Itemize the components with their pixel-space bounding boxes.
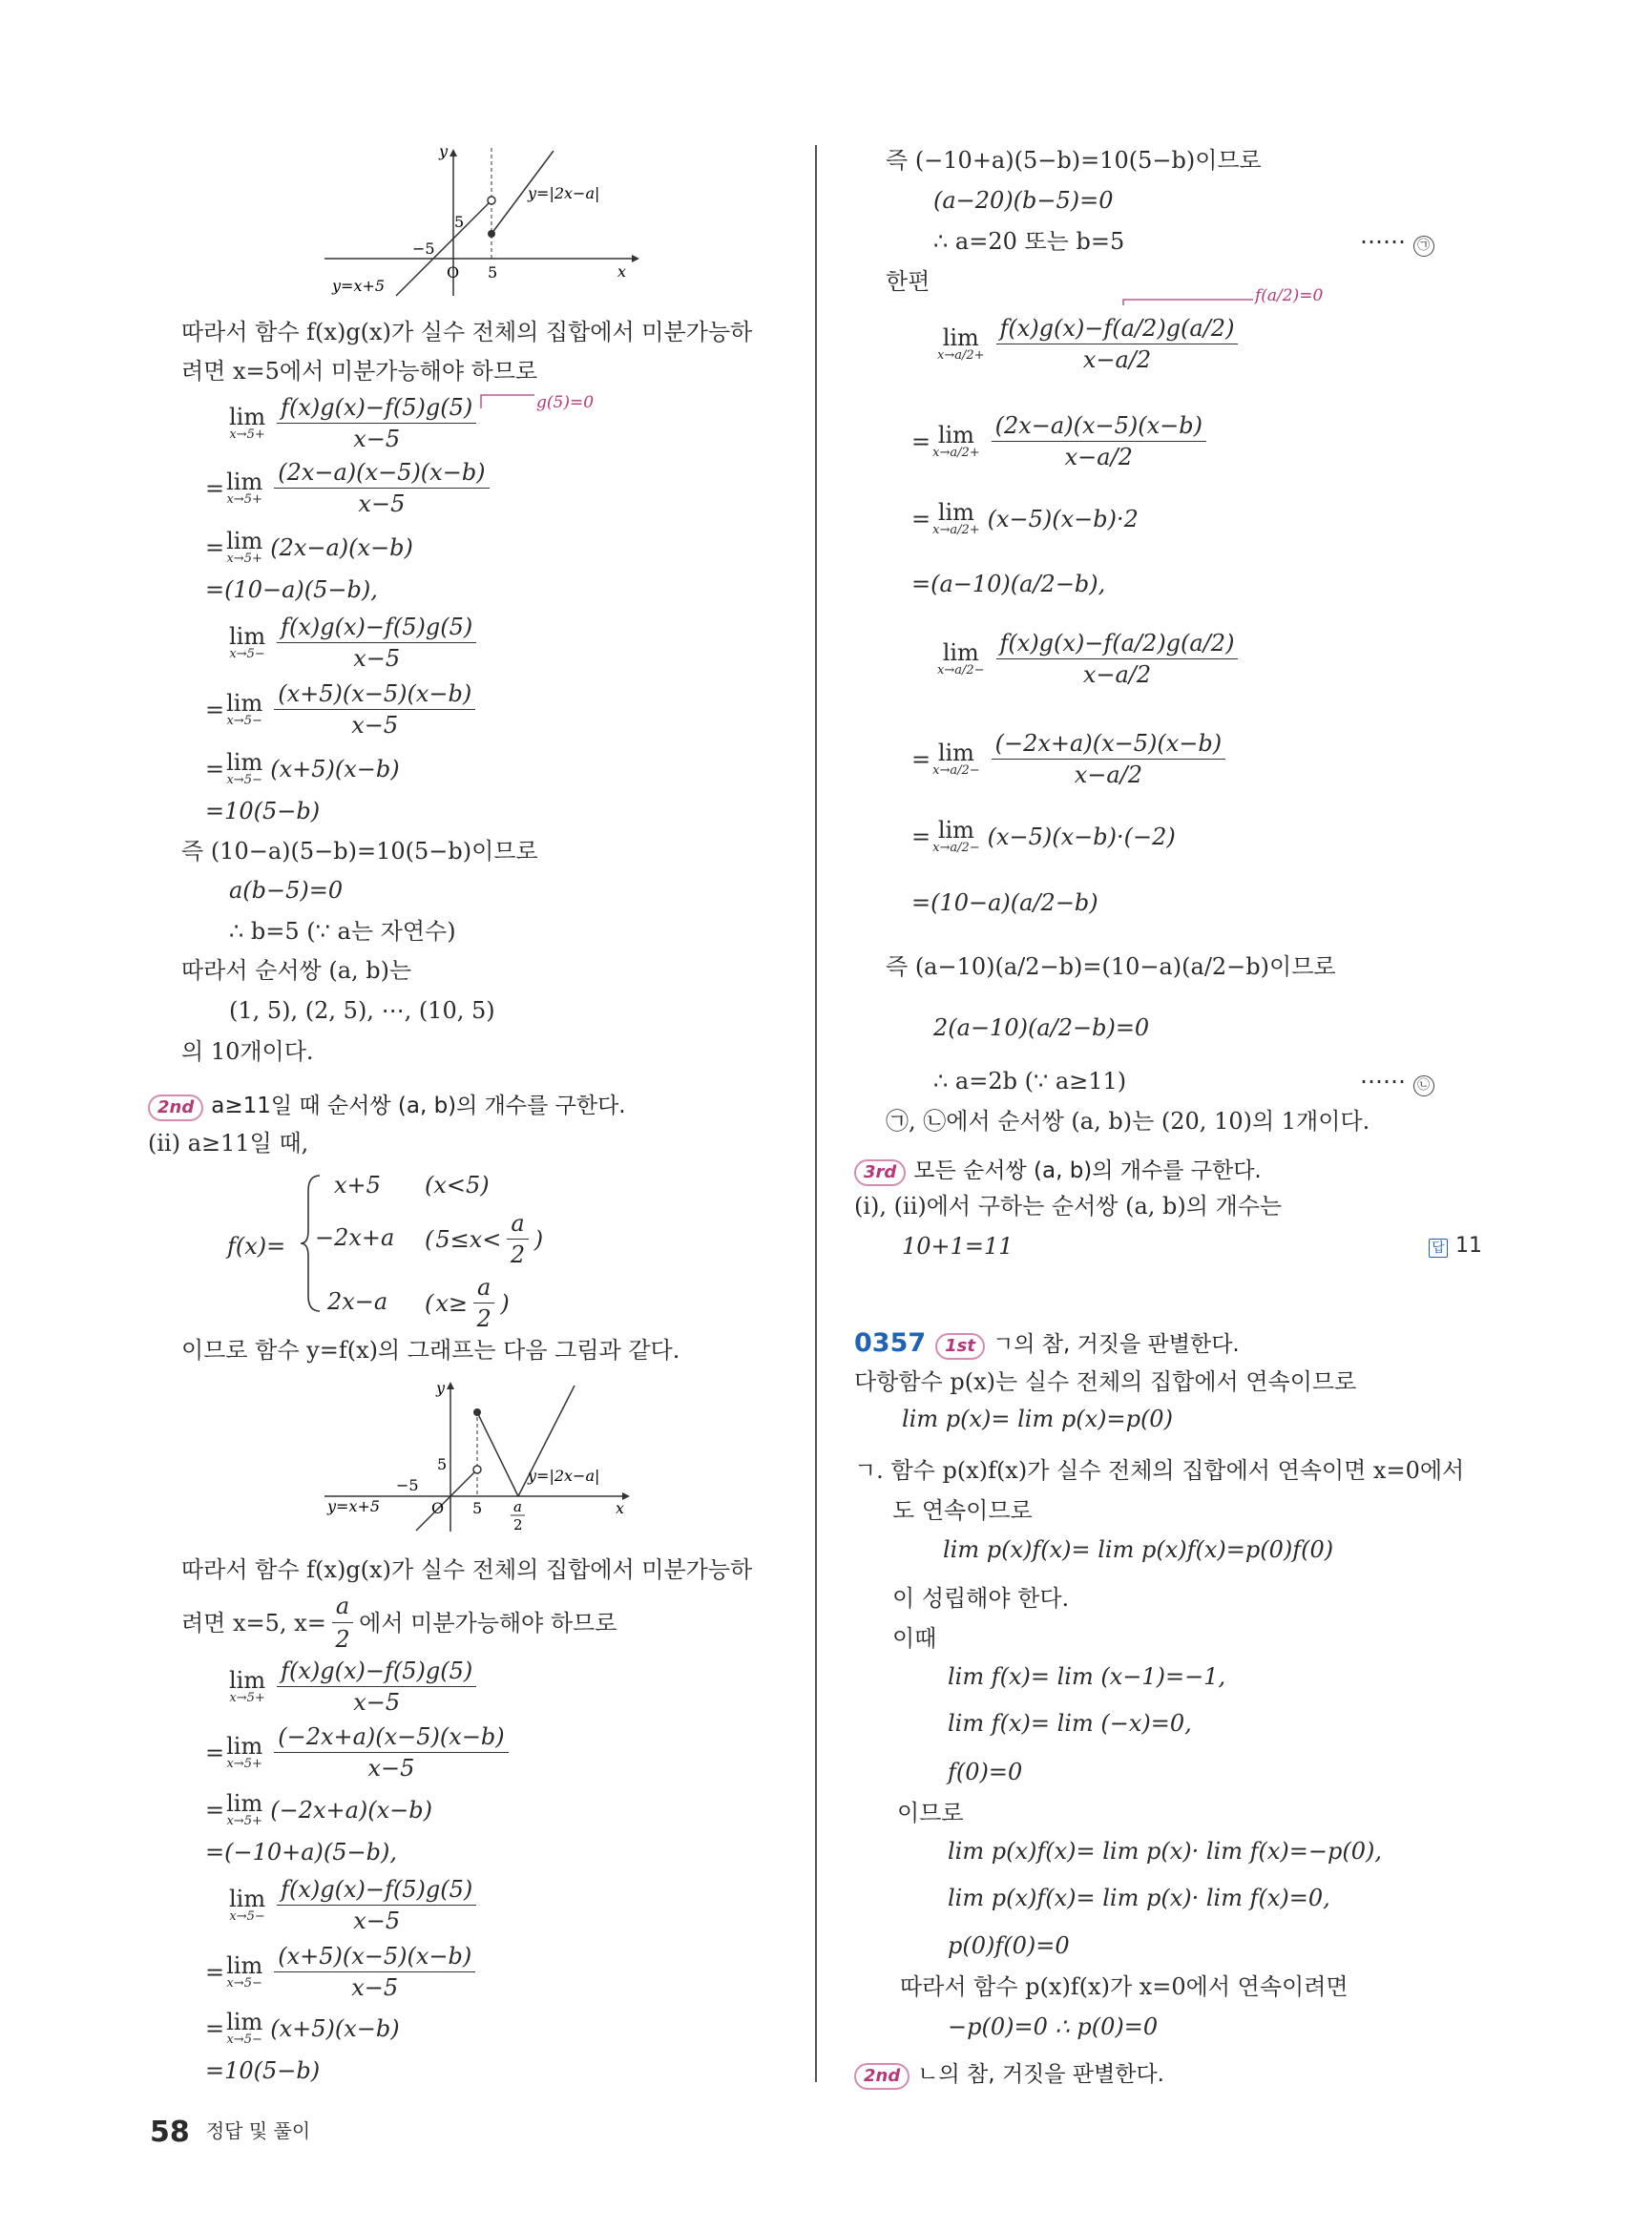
- step3-badge: 3rd: [854, 1159, 906, 1186]
- expr-m5: lim x→5− $\frac{f(x)g(x)-f(5)g(5)}{x-5}$: [229, 1876, 480, 1934]
- expr-lim2: = lim x→5+ $\frac{(2x-a)(x-5)(x-b)}{x-5}$: [205, 459, 493, 517]
- expr-n9: 즉 (a−10)(a/2−b)=(10−a)(a/2−b)이므로: [886, 953, 1336, 980]
- graph1-origin: O: [447, 263, 460, 281]
- graph2-origin: O: [431, 1499, 445, 1517]
- para-1: 따라서 함수 f(x)g(x)가 실수 전체의 집합에서 미분가능하: [181, 319, 753, 345]
- footer-label: 정답 및 풀이: [205, 2119, 311, 2142]
- q-15: 따라서 함수 p(x)f(x)가 x=0에서 연속이려면: [900, 1973, 1349, 2000]
- q-10: f(0)=0: [948, 1759, 1023, 1785]
- expr-lim6: = lim x→5− $\frac{(x+5)(x-5)(x-b)}{x-5}$: [205, 680, 479, 739]
- answer: 답 11: [1429, 1234, 1482, 1258]
- text-n13: (i), (ii)에서 구하는 순서쌍 (a, b)의 개수는: [854, 1193, 1283, 1220]
- expr-m3: = lim x→5+ (−2x+a)(x−b): [205, 1790, 433, 1828]
- text-l14: 의 10개이다.: [181, 1038, 314, 1065]
- footer: [150, 2116, 310, 2149]
- graph1-5y: 5: [454, 213, 465, 231]
- expr-lim1: lim x→5+ $\frac{f(x)g(x)-f(5)g(5)}{x-5}$: [229, 394, 480, 452]
- expr-m2: = lim x→5+ $\frac{(-2x+a)(x-5)(x-b)}{x-5}$: [205, 1723, 512, 1782]
- q-16: −p(0)=0 ∴ p(0)=0: [948, 2013, 1159, 2040]
- graph1-x-label: x: [617, 262, 627, 281]
- step2-badge: 2nd: [148, 1095, 203, 1121]
- step3-header: 3rd 모든 순서쌍 (a, b)의 개수를 구한다.: [854, 1153, 1262, 1186]
- graph1-y-label: y: [439, 143, 449, 160]
- graph2-5x: 5: [472, 1499, 483, 1517]
- r-3: ∴ a=20 또는 b=5: [933, 228, 1125, 255]
- q-14: p(0)f(0)=0: [948, 1932, 1070, 1959]
- expr-n6: = lim x→a/2− $\frac{(-2x+a)(x-5)(x-b)}{x-a/2}$: [911, 730, 1229, 788]
- para-5: 려면 x=5, x= $\frac{a}{2}$ 에서 미분가능해야 하므로: [181, 1593, 617, 1653]
- expr-lim5: lim x→5− $\frac{f(x)g(x)-f(5)g(5)}{x-5}$: [229, 614, 480, 672]
- graph2-line2-label: y=|2x−a|: [528, 1467, 600, 1485]
- expr-m8: =10(5−b): [205, 2057, 321, 2084]
- text-l12: 따라서 순서쌍 (a, b)는: [181, 957, 412, 984]
- q-6: 이 성립해야 한다.: [892, 1585, 1070, 1612]
- graph1-m5: −5: [412, 240, 435, 258]
- r-4: 한편: [886, 268, 931, 295]
- para-4: 따라서 함수 f(x)g(x)가 실수 전체의 집합에서 미분가능하: [181, 1556, 753, 1583]
- expr-l8: =10(5−b): [205, 798, 321, 824]
- problem-header: 0357 1st ㄱ의 참, 거짓을 판별한다.: [854, 1328, 1240, 1358]
- q-13: lim p(x)f(x)= lim p(x)· lim f(x)=0,: [948, 1885, 1330, 1911]
- expr-m7: = lim x→5− (x+5)(x−b): [205, 2009, 400, 2047]
- expr-l4: =(10−a)(5−b),: [205, 576, 378, 603]
- expr-lim7: = lim x→5− (x+5)(x−b): [205, 749, 400, 787]
- text-l9: 즉 (10−a)(5−b)=10(5−b)이므로: [181, 838, 538, 865]
- q-11: 이므로: [897, 1800, 964, 1826]
- page-number: 58: [150, 2116, 190, 2149]
- r-2: (a−20)(b−5)=0: [933, 187, 1114, 214]
- expr-m6: = lim x→5− $\frac{(x+5)(x-5)(x-b)}{x-5}$: [205, 1943, 479, 2001]
- text-n14: 10+1=11: [902, 1233, 1014, 1260]
- graph2-5y: 5: [437, 1455, 448, 1473]
- graph2-line1-label: y=x+5: [327, 1497, 381, 1515]
- expr-n10: 2(a−10)(a/2−b)=0: [933, 1014, 1150, 1041]
- text-l11: ∴ b=5 (∵ a는 자연수): [229, 918, 456, 945]
- para-2: 려면 x=5에서 미분가능해야 하므로: [181, 358, 538, 385]
- q-4: 도 연속이므로: [892, 1497, 1033, 1524]
- step2-header: 2nd a≥11일 때 순서쌍 (a, b)의 개수를 구한다.: [148, 1088, 626, 1121]
- note-fa2-bracket: [1121, 290, 1255, 309]
- r-1: 즉 (−10+a)(5−b)=10(5−b)이므로: [886, 147, 1262, 174]
- q-12: lim p(x)f(x)= lim p(x)· lim f(x)=−p(0),: [948, 1838, 1382, 1865]
- expr-n5: lim x→a/2− $\frac{f(x)g(x)-f(a/2)g(a/2)}{x-a/2}$: [937, 630, 1242, 688]
- expr-lim3: = lim x→5+ (2x−a)(x−b): [205, 528, 413, 566]
- text-l13: (1, 5), (2, 5), ⋯, (10, 5): [229, 997, 495, 1024]
- column-divider: [815, 145, 817, 2082]
- note-fa2: f(a/2)=0: [1255, 286, 1324, 305]
- step2b-header: 2nd ㄴ의 참, 거짓을 판별한다.: [854, 2056, 1164, 2090]
- expr-m1: lim x→5+ $\frac{f(x)g(x)-f(5)g(5)}{x-5}$: [229, 1658, 480, 1716]
- q-8: lim f(x)= lim (x−1)=−1,: [948, 1663, 1226, 1690]
- r-3-mark: ⋯⋯ ㉠: [1360, 227, 1434, 257]
- q-1: 다항함수 p(x)는 실수 전체의 집합에서 연속이므로: [854, 1368, 1357, 1395]
- graph2-2: 2: [513, 1516, 523, 1533]
- q-2: lim p(x)= lim p(x)=p(0): [902, 1406, 1173, 1432]
- graph1-line2-label: y=|2x−a|: [528, 184, 600, 202]
- graph2-m5: −5: [396, 1476, 419, 1494]
- expr-n3: = lim x→a/2+ (x−5)(x−b)·2: [911, 499, 1139, 537]
- graph1-line1-label: y=x+5: [332, 277, 386, 295]
- piecewise-label: f(x)=: [227, 1233, 286, 1260]
- para-3: 이므로 함수 y=f(x)의 그래프는 다음 그림과 같다.: [181, 1337, 680, 1364]
- answer-icon: 답: [1429, 1239, 1448, 1258]
- expr-n8: =(10−a)(a/2−b): [911, 889, 1098, 916]
- graph1-5x: 5: [488, 263, 498, 281]
- pw-1c: (x<5): [425, 1172, 490, 1199]
- case-2: (ii) a≥11일 때,: [148, 1130, 309, 1157]
- n11-mark: ⋯⋯ ㉡: [1360, 1067, 1434, 1096]
- expr-n7: = lim x→a/2− (x−5)(x−b)·(−2): [911, 817, 1176, 855]
- note-g5-bracket: [477, 389, 536, 410]
- pw-3c: ( x≥ $\frac{a}{2}$ ): [425, 1274, 510, 1332]
- graph2-x-label: x: [616, 1499, 625, 1517]
- text-l10: a(b−5)=0: [229, 877, 344, 904]
- expr-n11: ∴ a=2b (∵ a≥11): [933, 1068, 1127, 1095]
- q-7: 이때: [892, 1625, 937, 1652]
- pw-2: −2x+a: [315, 1224, 395, 1251]
- graph-2: [324, 1374, 639, 1536]
- note-g5: g(5)=0: [536, 393, 595, 412]
- pw-1: x+5: [334, 1172, 381, 1199]
- expr-n2: = lim x→a/2+ $\frac{(2x-a)(x-5)(x-b)}{x-a/2}$: [911, 412, 1210, 470]
- q-9: lim f(x)= lim (−x)=0,: [948, 1710, 1192, 1737]
- pw-2c: ( 5≤x< $\frac{a}{2}$ ): [425, 1210, 544, 1268]
- expr-n4: =(a−10)(a/2−b),: [911, 571, 1106, 597]
- expr-m4: =(−10+a)(5−b),: [205, 1839, 397, 1866]
- expr-n1: lim x→a/2+ $\frac{f(x)g(x)-f(a/2)g(a/2)}{x-a/2}$: [937, 315, 1242, 373]
- expr-n12: ㉠, ㉡에서 순서쌍 (a, b)는 (20, 10)의 1개이다.: [886, 1108, 1370, 1135]
- step1-badge: 1st: [935, 1333, 985, 1360]
- q-5: lim p(x)f(x)= lim p(x)f(x)=p(0)f(0): [943, 1536, 1334, 1563]
- step2b-badge: 2nd: [854, 2063, 910, 2090]
- graph2-a: a: [513, 1498, 522, 1515]
- q-3: ㄱ. 함수 p(x)f(x)가 실수 전체의 집합에서 연속이면 x=0에서: [854, 1457, 1465, 1484]
- graph2-y-label: y: [436, 1379, 446, 1397]
- graph-1: [324, 143, 649, 301]
- pw-3: 2x−a: [327, 1288, 388, 1315]
- problem-number: 0357: [854, 1328, 927, 1358]
